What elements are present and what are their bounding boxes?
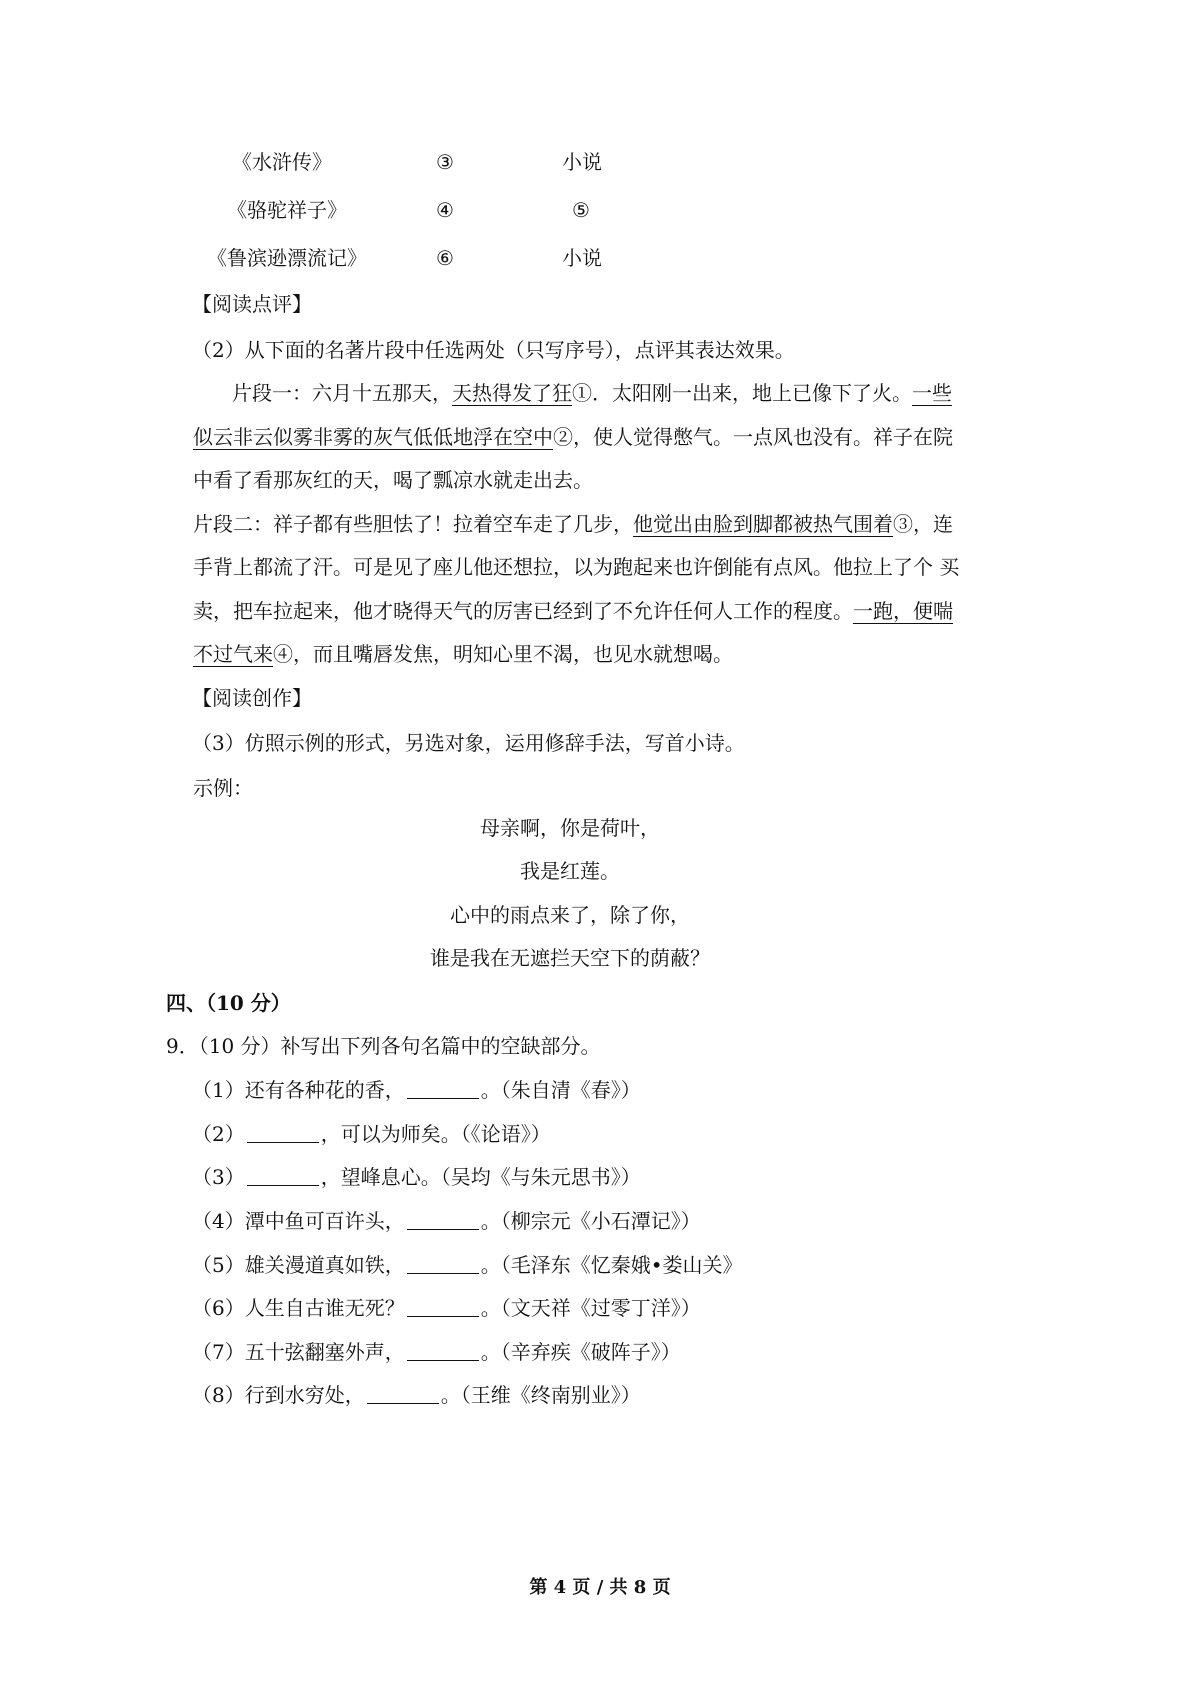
fill-item-6 — [192, 1296, 701, 1320]
fill-item-1 — [192, 1078, 641, 1102]
poem-line-4: 谁是我在无遮拦天空下的荫蔽？ — [430, 946, 710, 970]
reading-review-heading: 【阅读点评】 — [192, 292, 312, 316]
work-title-1: 《水浒传》 — [232, 150, 332, 174]
fragment-2-line-2 — [193, 555, 960, 579]
fill-item-2 — [192, 1122, 551, 1146]
answer-blank[interactable] — [407, 1255, 479, 1274]
underlined-phrase: 天热得发了狂 — [452, 381, 572, 405]
example-label: 示例： — [193, 776, 253, 800]
work-genre-3: 小说 — [562, 246, 602, 270]
text: ②，使人觉得憋气。一点风也没有。祥子在院 — [553, 425, 953, 449]
fill-item-8 — [192, 1383, 641, 1407]
poem-line-3: 心中的雨点来了，除了你， — [450, 903, 690, 927]
question-3: （3）仿照示例的形式，另选对象，运用修辞手法，写首小诗。 — [192, 731, 745, 755]
page-footer: 第 4 页 / 共 8 页 — [529, 1577, 671, 1598]
answer-blank[interactable] — [407, 1080, 479, 1099]
text: 手背上都流了汗。可是见了座儿他还想拉，以为跑起来也许倒能有点风。他拉上了个 买 — [193, 555, 960, 579]
text: （1）还有各种花的香， — [192, 1078, 405, 1102]
answer-blank[interactable] — [247, 1167, 319, 1186]
underlined-phrase: 似云非云似雾非雾的灰气低低地浮在空中 — [193, 425, 553, 449]
text: ③，连 — [893, 512, 953, 536]
underlined-phrase: 不过气来 — [193, 642, 273, 666]
text: ，望峰息心。（吴均《与朱元思书》） — [320, 1165, 641, 1189]
fill-item-7 — [192, 1340, 681, 1364]
text: 。（朱自清《春》） — [480, 1078, 641, 1102]
answer-blank[interactable] — [247, 1124, 319, 1143]
fragment-2-line-4 — [193, 642, 733, 666]
text: （7）五十弦翻塞外声， — [192, 1340, 405, 1364]
answer-blank[interactable] — [367, 1385, 439, 1404]
text: （4）潭中鱼可百许头， — [192, 1209, 405, 1233]
work-genre-1: 小说 — [562, 150, 602, 174]
text: 卖，把车拉起来，他才晓得天气的厉害已经到了不允许任何人工作的程度。 — [193, 599, 853, 623]
poem-line-2: 我是红莲。 — [520, 859, 620, 883]
text: （5）雄关漫道真如铁， — [192, 1253, 405, 1277]
underlined-phrase: 他觉出由脸到脚都被热气围着 — [633, 512, 893, 536]
fragment-2-line-3 — [193, 599, 953, 623]
work-author-2: ④ — [436, 198, 454, 222]
answer-blank[interactable] — [407, 1211, 479, 1230]
fragment-1-line-3: 中看了看那灰红的天，喝了瓢凉水就走出去。 — [193, 468, 593, 492]
work-genre-2: ⑤ — [572, 198, 590, 222]
text: 。（柳宗元《小石潭记》） — [480, 1209, 701, 1233]
reading-creation-heading: 【阅读创作】 — [192, 686, 312, 710]
underlined-phrase: 一跑，便喘 — [853, 599, 953, 623]
underlined-phrase: 一些 — [912, 381, 952, 405]
text: （2） — [192, 1122, 245, 1146]
fill-item-3 — [192, 1165, 641, 1189]
text: ，可以为师矣。（《论语》） — [320, 1122, 551, 1146]
question-9: 9．（10 分）补写出下列各句名篇中的空缺部分。 — [166, 1034, 601, 1058]
section-4-heading: 四、（10 分） — [166, 991, 291, 1015]
text: （6）人生自古谁无死？ — [192, 1296, 405, 1320]
work-author-3: ⑥ — [436, 246, 454, 270]
work-title-2: 《骆驼祥子》 — [227, 198, 347, 222]
question-2: （2）从下面的名著片段中任选两处（只写序号），点评其表达效果。 — [192, 338, 795, 362]
fragment-1-line-2 — [193, 425, 953, 449]
work-author-1: ③ — [436, 150, 454, 174]
text: 。（辛弃疾《破阵子》） — [480, 1340, 681, 1364]
text: 片段一：六月十五那天， — [232, 381, 452, 405]
fragment-2-line-1 — [193, 512, 953, 536]
fragment-1-line-1 — [232, 381, 952, 405]
text: 。（毛泽东《忆秦娥•娄山关》 — [480, 1253, 743, 1277]
text: 。（文天祥《过零丁洋》） — [480, 1296, 701, 1320]
text: ④，而且嘴唇发焦，明知心里不渴，也见水就想喝。 — [273, 642, 733, 666]
work-title-3: 《鲁滨逊漂流记》 — [207, 246, 367, 270]
text: （3） — [192, 1165, 245, 1189]
text: ①．太阳刚一出来，地上已像下了火。 — [572, 381, 912, 405]
text: 片段二：祥子都有些胆怯了！拉着空车走了几步， — [193, 512, 633, 536]
fill-item-4 — [192, 1209, 701, 1233]
fill-item-5 — [192, 1253, 743, 1277]
answer-blank[interactable] — [407, 1298, 479, 1317]
poem-line-1: 母亲啊，你是荷叶， — [480, 816, 660, 840]
text: 。（王维《终南别业》） — [440, 1383, 641, 1407]
answer-blank[interactable] — [407, 1342, 479, 1361]
text: （8）行到水穷处， — [192, 1383, 365, 1407]
